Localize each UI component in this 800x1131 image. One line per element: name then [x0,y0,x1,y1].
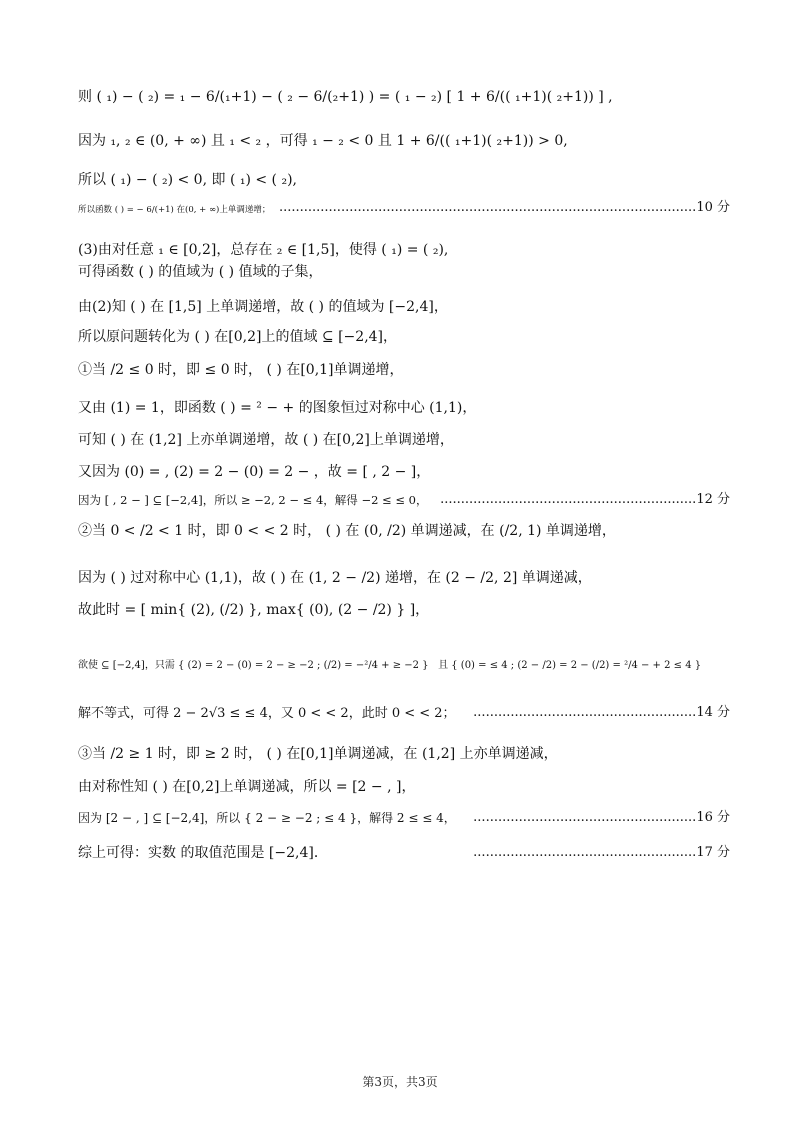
text-line [78,462,730,482]
text-line [78,360,730,380]
text-line [78,654,730,676]
score-mark: ......................................................14 分 [473,705,730,720]
score-mark: .....................................................................................................10 分 [278,200,730,215]
line-text: 所以函数 ( ) = − 6/(+1) 在(0, + ∞)上单调递增； [78,205,271,215]
text-line [78,843,730,863]
page-footer: 第3页，共3页 [362,1075,438,1089]
line-text: 又因为 (0) = , (2) = 2 − (0) = 2 − ，故 = [ , 2 − ]， [78,464,431,480]
text-line [78,703,730,724]
text-line [78,297,730,317]
text-line [78,87,730,107]
text-line [78,808,730,828]
line-text: 因为 ₁, ₂ ∈ (0, + ∞) 且 ₁ < ₂ ，可得 ₁ − ₂ < 0 且 1 + 6/(( ₁+1)( ₂+1)) > 0, [78,133,568,149]
text-line [78,568,730,588]
line-text: 由对称性知 ( ) 在[0,2]上单调递减，所以 = [2 − , ]， [78,779,416,795]
text-line [78,170,730,190]
text-line [78,430,730,450]
line-text: 则 ( ₁) − ( ₂) = ₁ − 6/(₁+1) − ( ₂ − 6/(₂+1) ) = ( ₁ − ₂) [ 1 + 6/(( ₁+1)( ₂+1)) ] , [78,89,613,105]
text-line [78,131,730,151]
line-text: 因为 [2 − , ] ⊆ [−2,4]，所以 { 2 − ≥ −2 ; ≤ 4 }，解得 2 ≤ ≤ 4， [78,811,456,825]
line-text: 由(2)知 ( ) 在 [1,5] 上单调递增，故 ( ) 的值域为 [−2,4]， [78,299,448,315]
line-text: 所以原问题转化为 ( ) 在[0,2]上的值域 ⊆ [−2,4]， [78,329,398,345]
text-line [78,777,730,797]
line-text: 故此时 = [ min{ (2), (/2) }, max{ (0), (2 − /2) } ]， [78,602,430,618]
line-text: 解不等式，可得 2 − 2√3 ≤ ≤ 4，又 0 < < 2，此时 0 < < 2； [78,706,456,721]
line-text: 因为 ( ) 过对称中心 (1,1)，故 ( ) 在 (1, 2 − /2) 递增，在 (2 − /2, 2] 单调递减， [78,570,592,586]
text-line [78,198,730,220]
line-text: ①当 /2 ≤ 0 时，即 ≤ 0 时， ( ) 在[0,1]单调递增， [78,362,404,378]
text-line [78,327,730,347]
line-text: 可得函数 ( ) 的值域为 ( ) 值域的子集， [78,264,323,280]
line-text: ②当 0 < /2 < 1 时，即 0 < < 2 时， ( ) 在 (0, /2) 单调递减，在 (/2, 1) 单调递增， [78,523,616,539]
text-line [78,490,730,510]
line-text: 综上可得：实数 的取值范围是 [−2,4]． [78,845,328,861]
text-line [78,262,730,282]
line-text: 欲使 ⊆ [−2,4]，只需 { (2) = 2 − (0) = 2 − ≥ −2 ; (/2) = −²/4 + ≥ −2 } 且 { (0) = ≤ 4 ; (2 − /2) = 2 − (/2) = ²/4 − + 2 ≤ 4 } [78,660,702,671]
text-line [78,398,730,418]
score-mark: ..............................................................12 分 [440,492,730,507]
line-text: (3)由对任意 ₁ ∈ [0,2]，总存在 ₂ ∈ [1,5]，使得 ( ₁) = ( ₂), [78,242,449,258]
score-mark: ......................................................16 分 [473,810,730,825]
text-line [78,600,730,620]
line-text: 可知 ( ) 在 (1,2] 上亦单调递增，故 ( ) 在[0,2]上单调递增， [78,432,454,448]
text-line [78,521,730,541]
text-line [78,744,730,764]
score-mark: ......................................................17 分 [473,845,730,860]
line-text: 又由 (1) = 1，即函数 ( ) = ² − + 的图象恒过对称中心 (1,1)， [78,400,477,416]
text-line [78,240,730,260]
line-text: 所以 ( ₁) − ( ₂) < 0, 即 ( ₁) < ( ₂), [78,172,297,188]
line-text: ③当 /2 ≥ 1 时，即 ≥ 2 时， ( ) 在[0,1]单调递减，在 (1,2] 上亦单调递减， [78,746,558,762]
line-text: 因为 [ , 2 − ] ⊆ [−2,4]，所以 ≥ −2, 2 − ≤ 4，解得 −2 ≤ ≤ 0， [78,493,428,507]
